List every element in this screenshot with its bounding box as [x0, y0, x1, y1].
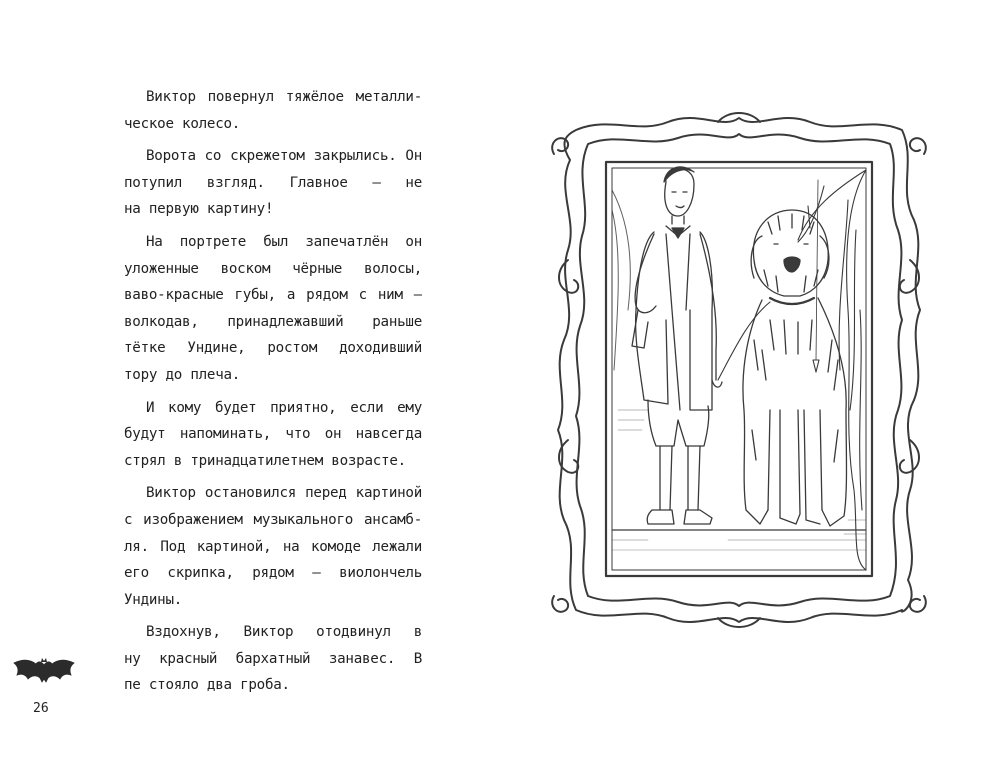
text-line: Ундины.	[124, 591, 183, 608]
page-number: 26	[33, 701, 49, 716]
text-line: потупил взгляд. Главное — не	[124, 174, 422, 191]
text-line: стрял в тринадцатилетнем возрасте.	[124, 452, 406, 469]
text-line: ля. Под картиной, на комоде лежали	[124, 538, 422, 555]
text-line: Ворота со скрежетом закрылись. Он	[146, 148, 422, 165]
text-line: Вздохнув, Виктор отодвинул в	[146, 624, 422, 641]
curtain	[798, 170, 866, 570]
text-line: На портрете был запечатлён он	[146, 233, 422, 250]
framed-portrait-illustration	[548, 110, 930, 630]
text-line: его скрипка, рядом — виолончель	[124, 565, 422, 582]
bat-icon	[8, 651, 80, 691]
text-line: Виктор повернул тяжёлое металли-	[146, 89, 422, 105]
text-line: тору до плеча.	[124, 366, 241, 383]
boy-figure	[632, 167, 722, 524]
text-line: тётке Ундине, ростом доходивший	[124, 340, 422, 357]
text-line: И кому будет приятно, если ему	[146, 399, 422, 416]
wolfhound-figure	[718, 210, 847, 526]
text-line: с изображением музыкального ансамб-	[124, 511, 422, 528]
text-line: будут напоминать, что он навсегда	[124, 426, 422, 443]
text-line: ваво-красные губы, а рядом с ним —	[124, 287, 422, 304]
text-line: ну красный бархатный занавес. В	[124, 650, 422, 667]
text-line: волкодав, принадлежавший раньше	[124, 313, 422, 330]
text-line: уложенные воском чёрные волосы,	[124, 260, 422, 277]
text-line: ческое колесо.	[124, 115, 241, 132]
text-line: Виктор остановился перед картиной	[146, 485, 422, 502]
text-line: на первую картину!	[124, 201, 274, 218]
body-text	[124, 84, 422, 699]
text-line: пе стояло два гроба.	[124, 677, 290, 694]
